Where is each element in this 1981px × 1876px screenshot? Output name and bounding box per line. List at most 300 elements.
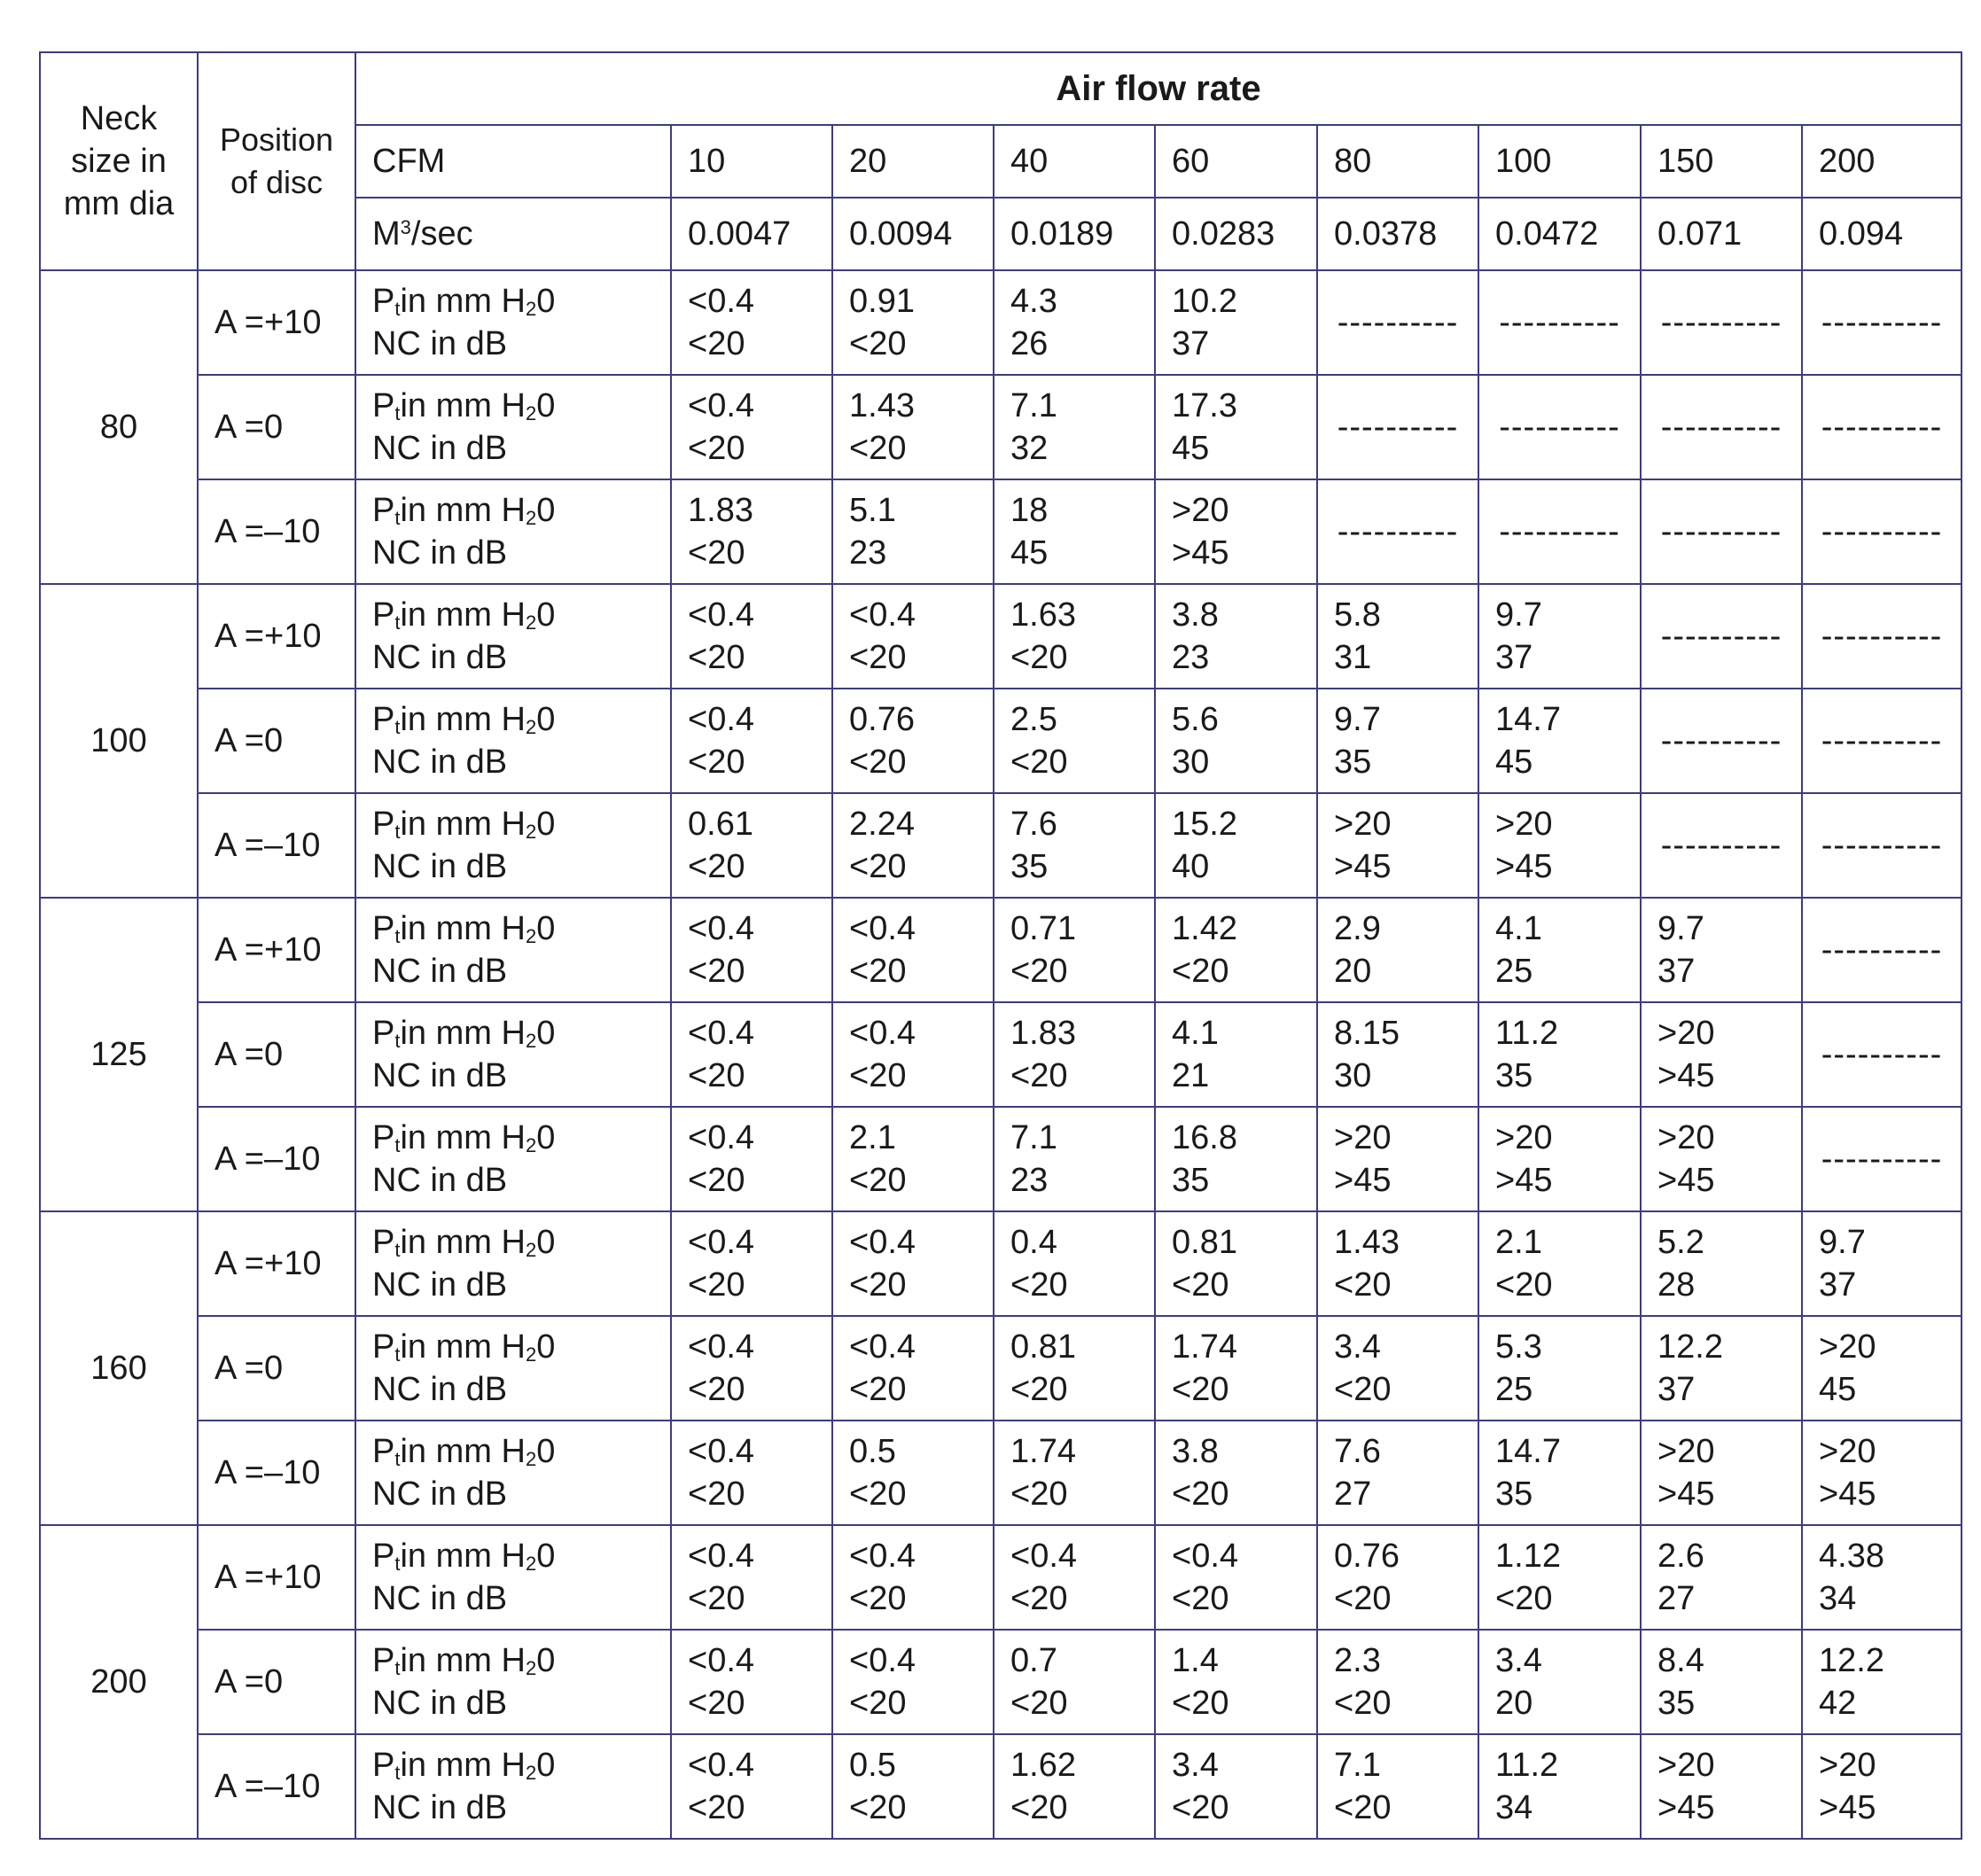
nc-value: >45 [1172,534,1229,572]
disc-position-cell: A =0 [198,375,355,479]
nc-value: <20 [1172,1371,1229,1408]
pressure-value: <0.4 [688,910,755,947]
nc-value: <20 [688,1475,745,1513]
value-cell [832,270,994,375]
pt-mid: in mm H [400,596,526,634]
value-cell [1155,1525,1317,1630]
value-cell [1641,1002,1802,1107]
pressure-value: 7.1 [1010,1119,1057,1156]
pressure-value: 0.81 [1172,1224,1237,1261]
empty-dash-cell: ---------- [1802,1107,1962,1211]
value-cell [832,479,994,584]
value-cell [994,898,1155,1002]
nc-value: <20 [849,639,907,676]
pressure-value: 1.63 [1010,596,1076,634]
air-flow-table [39,51,1962,1840]
pressure-value: 12.2 [1819,1642,1884,1679]
value-cell [1155,1421,1317,1525]
value-cell [994,793,1155,898]
m3sec-value: 0.0047 [671,198,832,270]
m3sec-value: 0.071 [1641,198,1802,270]
pressure-value: <0.4 [688,1537,755,1575]
table-row [40,479,1962,584]
pressure-value: 3.4 [1172,1747,1219,1784]
pressure-value: <0.4 [688,1119,755,1156]
nc-value: 23 [1010,1162,1049,1199]
pt-mid: in mm H [400,1433,526,1470]
value-cell [1802,1421,1962,1525]
pressure-value: <0.4 [688,1224,755,1261]
nc-value: <20 [849,1685,907,1722]
pressure-value: 8.15 [1334,1015,1400,1052]
value-cell [832,1107,994,1211]
value-cell [1155,270,1317,375]
pt-sub: t [394,1343,401,1366]
nc-value: >45 [1657,1475,1715,1513]
pt-suffix: 0 [536,1328,556,1366]
neck-size-header [40,52,198,270]
pressure-value: >20 [1657,1433,1715,1470]
pt-mid: in mm H [400,1015,526,1052]
value-cell [1317,1107,1478,1211]
pressure-value: 7.1 [1010,387,1057,424]
pt-prefix: P [372,1015,395,1052]
value-cell [1155,584,1317,689]
nc-value: <20 [1010,1789,1068,1826]
nc-label: NC in dB [372,1789,508,1826]
pt-prefix: P [372,910,395,947]
nc-value: 35 [1172,1162,1210,1199]
pressure-value: 2.1 [849,1119,896,1156]
nc-value: <20 [1010,1580,1068,1617]
value-cell [1641,898,1802,1002]
pt-mid: in mm H [400,1119,526,1156]
value-cell [1478,1734,1641,1839]
parameter-label [355,689,671,793]
pressure-value: >20 [1495,1119,1553,1156]
empty-dash-cell: ---------- [1641,584,1802,689]
nc-value: 32 [1010,430,1049,467]
pressure-value: 14.7 [1495,701,1561,738]
pt-sub2: 2 [525,402,537,424]
nc-value: <20 [1010,953,1068,990]
pt-mid: in mm H [400,1537,526,1575]
value-cell [1641,1421,1802,1525]
pressure-value: 1.12 [1495,1537,1561,1575]
pressure-value: 9.7 [1495,596,1542,634]
nc-value: 34 [1819,1580,1857,1617]
pt-label [372,803,670,845]
value-cell [671,793,832,898]
nc-value: <20 [1334,1266,1392,1304]
value-cell [832,584,994,689]
pt-sub: t [394,507,401,529]
pressure-value: 11.2 [1495,1747,1559,1784]
pressure-value: 1.62 [1010,1747,1076,1784]
nc-value: <20 [1334,1789,1392,1826]
pt-label [372,1744,670,1786]
value-cell [994,1316,1155,1421]
empty-dash-cell: ---------- [1641,479,1802,584]
pt-label [372,385,670,427]
pressure-value: <0.4 [688,1747,755,1784]
value-cell [1802,1734,1962,1839]
value-cell [671,1316,832,1421]
pressure-value: 4.1 [1172,1015,1219,1052]
nc-value: 40 [1172,848,1210,885]
value-cell [1478,1316,1641,1421]
air-flow-rate-title: Air flow rate [355,52,1962,125]
value-cell [832,1630,994,1734]
nc-value: 37 [1657,953,1696,990]
value-cell [1155,689,1317,793]
pressure-value: 3.4 [1495,1642,1542,1679]
m3-suffix: /sec [410,215,473,253]
value-cell [1478,1630,1641,1734]
pressure-value: 2.3 [1334,1642,1381,1679]
value-cell [1155,479,1317,584]
pressure-value: <0.4 [688,387,755,424]
nc-value: 25 [1495,1371,1533,1408]
nc-value: <20 [688,325,745,362]
empty-dash-cell: ---------- [1317,270,1478,375]
value-cell [671,584,832,689]
nc-value: <20 [849,848,907,885]
value-cell [1478,1421,1641,1525]
value-cell [671,1421,832,1525]
nc-label: NC in dB [372,1266,508,1304]
nc-label: NC in dB [372,639,508,676]
value-cell [1317,1734,1478,1839]
nc-value: <20 [849,1266,907,1304]
nc-label: NC in dB [372,743,508,781]
disc-header-line: Position [219,121,334,158]
value-cell [671,479,832,584]
table-row [40,584,1962,689]
pt-sub2: 2 [525,1239,537,1261]
parameter-label [355,1002,671,1107]
nc-value: <20 [688,1057,745,1094]
value-cell [1317,1316,1478,1421]
disc-position-cell: A =–10 [198,1107,355,1211]
nc-value: 45 [1010,534,1049,572]
value-cell [994,1211,1155,1316]
pressure-value: <0.4 [688,701,755,738]
nc-value: 45 [1819,1371,1857,1408]
neck-header-line: size in [71,143,167,180]
pt-sub2: 2 [525,1553,537,1575]
nc-value: 42 [1819,1685,1857,1722]
value-cell [994,1107,1155,1211]
value-cell [994,1525,1155,1630]
nc-value: 25 [1495,953,1533,990]
nc-value: >45 [1657,1789,1715,1826]
nc-value: <20 [849,1475,907,1513]
nc-value: <20 [688,639,745,676]
neck-size-cell: 125 [40,898,198,1211]
pressure-value: 16.8 [1172,1119,1237,1156]
pt-label [372,1012,670,1055]
pt-label [372,907,670,950]
nc-value: 27 [1334,1475,1372,1513]
value-cell [1317,1525,1478,1630]
nc-value: 37 [1819,1266,1857,1304]
value-cell [1802,1211,1962,1316]
value-cell [994,270,1155,375]
cfm-label: CFM [355,125,671,198]
nc-value: 23 [1172,639,1210,676]
pt-suffix: 0 [536,492,556,529]
pt-mid: in mm H [400,283,526,320]
nc-value: <20 [1172,1475,1229,1513]
pt-prefix: P [372,1119,395,1156]
cfm-value: 80 [1317,125,1478,198]
table-row [40,1211,1962,1316]
pressure-value: 7.6 [1010,806,1057,843]
pt-label [372,1221,670,1264]
pressure-value: <0.4 [1010,1537,1078,1575]
value-cell [1478,584,1641,689]
pressure-value: 1.42 [1172,910,1237,947]
disc-position-cell: A =+10 [198,898,355,1002]
empty-dash-cell: ---------- [1802,375,1962,479]
nc-value: <20 [1010,1057,1068,1094]
empty-dash-cell: ---------- [1317,479,1478,584]
nc-value: >45 [1657,1057,1715,1094]
nc-value: 20 [1495,1685,1533,1722]
pressure-value: 2.6 [1657,1537,1704,1575]
nc-value: <20 [1172,1580,1229,1617]
pt-suffix: 0 [536,1537,556,1575]
empty-dash-cell: ---------- [1802,1002,1962,1107]
pt-label [372,1326,670,1368]
m3sec-value: 0.094 [1802,198,1962,270]
pressure-value: 2.9 [1334,910,1381,947]
pt-prefix: P [372,1642,395,1679]
pressure-value: 5.1 [849,492,896,529]
nc-value: <20 [849,1789,907,1826]
pressure-value: >20 [1819,1433,1876,1470]
value-cell [1802,1630,1962,1734]
pt-suffix: 0 [536,806,556,843]
value-cell [1478,1525,1641,1630]
pressure-value: <0.4 [688,1328,755,1366]
pressure-value: 11.2 [1495,1015,1559,1052]
nc-value: <20 [1010,1685,1068,1722]
pt-mid: in mm H [400,1224,526,1261]
pressure-value: <0.4 [849,596,916,634]
pressure-value: 0.5 [849,1433,896,1470]
pt-sub2: 2 [525,821,537,843]
nc-value: 35 [1495,1475,1533,1513]
nc-value: <20 [849,1371,907,1408]
pressure-value: >20 [1819,1747,1876,1784]
value-cell [1317,1211,1478,1316]
nc-value: <20 [688,534,745,572]
value-cell [1641,1630,1802,1734]
nc-value: 27 [1657,1580,1696,1617]
pressure-value: <0.4 [849,1224,916,1261]
value-cell [1155,1211,1317,1316]
nc-value: 35 [1657,1685,1696,1722]
value-cell [994,1630,1155,1734]
nc-value: <20 [1010,743,1068,781]
pt-prefix: P [372,283,395,320]
value-cell [1478,1107,1641,1211]
value-cell [1641,1316,1802,1421]
table-row [40,1525,1962,1630]
value-cell [832,1316,994,1421]
pt-label [372,1430,670,1473]
pt-sub: t [394,1239,401,1261]
table-row [40,689,1962,793]
parameter-label [355,1734,671,1839]
pt-sub: t [394,611,401,634]
empty-dash-cell: ---------- [1802,898,1962,1002]
pt-sub2: 2 [525,507,537,529]
table-row [40,793,1962,898]
value-cell [1155,793,1317,898]
nc-value: 34 [1495,1789,1533,1826]
pressure-value: 7.1 [1334,1747,1381,1784]
pt-mid: in mm H [400,387,526,424]
pt-suffix: 0 [536,596,556,634]
table-header [40,52,1962,270]
nc-value: 37 [1495,639,1533,676]
pressure-value: 12.2 [1657,1328,1723,1366]
table-row [40,1421,1962,1525]
nc-value: <20 [1334,1580,1392,1617]
parameter-label [355,793,671,898]
nc-value: <20 [1495,1580,1553,1617]
nc-value: >45 [1495,848,1553,885]
nc-label: NC in dB [372,1162,508,1199]
pressure-value: 0.91 [849,283,915,320]
m3sec-label [355,198,671,270]
pressure-value: 5.6 [1172,701,1219,738]
pt-sub: t [394,1448,401,1470]
value-cell [671,1211,832,1316]
pt-label [372,489,670,532]
pressure-value: <0.4 [849,1328,916,1366]
empty-dash-cell: ---------- [1317,375,1478,479]
pressure-value: <0.4 [688,1642,755,1679]
table-row [40,1316,1962,1421]
nc-value: <20 [688,1266,745,1304]
nc-value: 37 [1657,1371,1696,1408]
disc-position-cell: A =–10 [198,793,355,898]
neck-size-cell: 200 [40,1525,198,1839]
pressure-value: <0.4 [849,1015,916,1052]
pt-prefix: P [372,1747,395,1784]
value-cell [1317,1630,1478,1734]
pressure-value: 4.38 [1819,1537,1884,1575]
value-cell [1641,1107,1802,1211]
nc-value: <20 [688,1371,745,1408]
m3sec-value: 0.0283 [1155,198,1317,270]
pt-mid: in mm H [400,806,526,843]
pressure-value: <0.4 [849,910,916,947]
table-row [40,1734,1962,1839]
value-cell [994,479,1155,584]
pressure-value: 3.4 [1334,1328,1381,1366]
value-cell [1802,1316,1962,1421]
nc-value: <20 [849,953,907,990]
pressure-value: 9.7 [1334,701,1381,738]
pt-sub2: 2 [525,1762,537,1784]
nc-value: <20 [688,430,745,467]
disc-position-cell: A =0 [198,689,355,793]
value-cell [1641,1734,1802,1839]
value-cell [994,1002,1155,1107]
nc-value: <20 [1010,1371,1068,1408]
disc-position-cell: A =0 [198,1630,355,1734]
parameter-label [355,1107,671,1211]
value-cell [832,793,994,898]
pt-suffix: 0 [536,701,556,738]
pressure-value: 3.8 [1172,1433,1219,1470]
parameter-label [355,1421,671,1525]
value-cell [1641,1525,1802,1630]
pt-sub: t [394,821,401,843]
nc-value: <20 [849,325,907,362]
cfm-value: 150 [1641,125,1802,198]
pt-sub2: 2 [525,925,537,947]
value-cell [1155,1107,1317,1211]
value-cell [832,1525,994,1630]
pressure-value: 5.2 [1657,1224,1704,1261]
table-row [40,1630,1962,1734]
pressure-value: >20 [1819,1328,1876,1366]
pt-label [372,594,670,636]
nc-value: <20 [688,1162,745,1199]
nc-value: <20 [688,848,745,885]
value-cell [671,375,832,479]
value-cell [1155,1316,1317,1421]
parameter-label [355,1525,671,1630]
value-cell [1155,1002,1317,1107]
pressure-value: 0.76 [849,701,915,738]
pt-sub: t [394,1134,401,1156]
nc-value: >45 [1334,1162,1392,1199]
neck-size-cell: 80 [40,270,198,584]
nc-value: <20 [1172,1266,1229,1304]
nc-value: >45 [1819,1789,1876,1826]
pressure-value: >20 [1172,492,1229,529]
value-cell [671,689,832,793]
nc-value: 20 [1334,953,1372,990]
m3sec-value: 0.0378 [1317,198,1478,270]
m3sec-value: 0.0472 [1478,198,1641,270]
pt-mid: in mm H [400,1642,526,1679]
m3-sup: 3 [400,216,411,238]
pressure-value: 1.83 [688,492,753,529]
pressure-value: <0.4 [1172,1537,1239,1575]
disc-position-cell: A =+10 [198,270,355,375]
value-cell [832,1002,994,1107]
pt-suffix: 0 [536,387,556,424]
pt-sub: t [394,925,401,947]
nc-value: >45 [1334,848,1392,885]
pt-prefix: P [372,701,395,738]
pt-label [372,280,670,323]
value-cell [832,1211,994,1316]
table-row [40,898,1962,1002]
empty-dash-cell: ---------- [1802,793,1962,898]
value-cell [1155,375,1317,479]
disc-position-cell: A =–10 [198,1421,355,1525]
value-cell [1155,898,1317,1002]
